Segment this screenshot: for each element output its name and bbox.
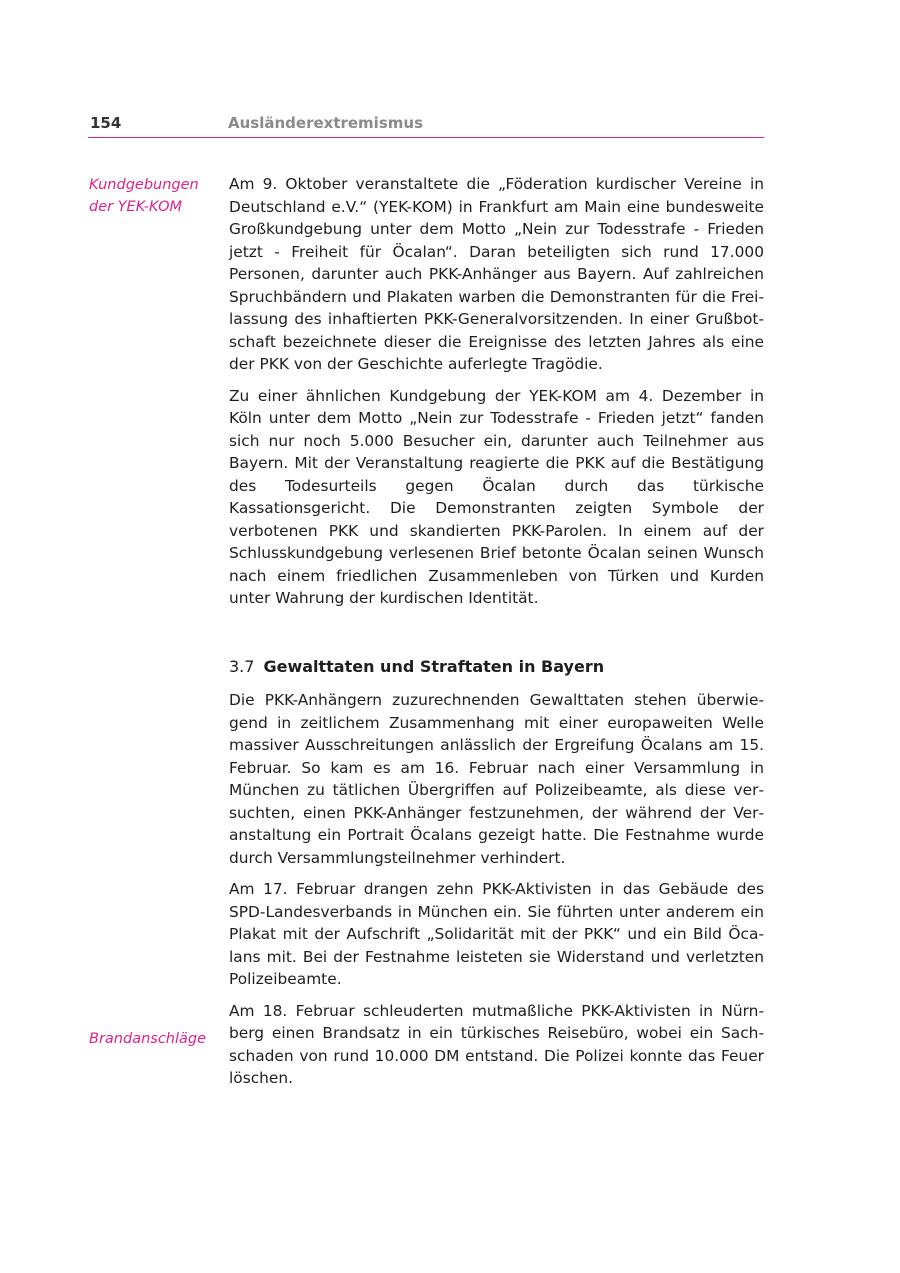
section-number: 3.7: [229, 657, 255, 676]
paragraph: Am 9. Oktober veranstaltete die „Föderation kurdischer Vereine in Deutschland e.V.“ (YEK-KOM) in Frankfurt am Main eine bundesweite Großkundgebung unter dem Motto „Nein zur Todesstrafe - Frieden jetzt - Freiheit für Öcalan“. Daran beteiligten sich rund 17.000 Personen, darunter auch PKK-Anhänger aus Bayern. Auf zahlreichen Spruchbändern und Plakaten warben die Demonstranten für die Freilassung des inhaftierten PKK-Generalvorsitzenden. In einer Grußbotschaft bezeichnete dieser die Ereignisse des letzten Jahres als eine der PKK von der Geschichte auferlegte Tragödie.: [229, 175, 764, 373]
paragraph: Die PKK-Anhängern zuzurechnenden Gewalttaten stehen überwiegend in zeitlichem Zusammenhang mit einer europaweiten Welle massiver Ausschreitungen anlässlich der Ergreifung Öcalans am 15. Februar. So kam es am 16. Februar nach einer Versammlung in München zu tätlichen Übergriffen auf Polizeibeamte, als diese versuchten, einen PKK-Anhänger festzunehmen, der während der Veranstaltung ein Portrait Öcalans gezeigt hatte. Die Festnahme wurde durch Versammlungsteilnehmer verhindert.: [229, 691, 764, 867]
paragraph: Am 17. Februar drangen zehn PKK-Aktivisten in das Gebäude des SPD-Landesverbands in München ein. Sie führten unter anderem ein Plakat mit der Aufschrift „Solidarität mit der PKK“ und ein Bild Öcalans mit. Bei der Festnahme leisteten sie Widerstand und verletzten Polizeibeamte.: [229, 880, 764, 988]
section-gewalttaten: [229, 689, 764, 1099]
margin-note-line: der YEK-KOM: [89, 199, 183, 215]
paragraph: Zu einer ähnlichen Kundgebung der YEK-KOM am 4. Dezember in Köln unter dem Motto „Nein zur Todesstrafe - Frieden jetzt“ fanden sich nur noch 5.000 Besucher ein, darunter auch Teilnehmer aus Bayern. Mit der Veranstaltung reagierte die PKK auf die Bestätigung des Todesurteils gegen Öcalan durch das türkische Kassationsgericht. Die Demonstranten zeigten Symbole der verbotenen PKK und skandierten PKK-Parolen. In einem auf der Schlusskundgebung verlesenen Brief betonte Öcalan seinen Wunsch nach einem friedlichen Zusammenleben von Türken und Kurden unter Wahrung der kurdischen Identität.: [229, 386, 764, 607]
section-title: Gewalttaten und Straftaten in Bayern: [263, 657, 605, 676]
margin-note-line: Kundgebungen: [89, 177, 199, 193]
margin-note-kundgebungen: [89, 174, 209, 218]
page-number: 154: [90, 114, 122, 132]
section-heading: [229, 656, 764, 678]
margin-note-line: Brandanschläge: [89, 1031, 207, 1047]
margin-note-brandanschlaege: [89, 1028, 209, 1050]
running-title: Ausländerextremismus: [228, 114, 423, 132]
section-kundgebungen: [229, 173, 764, 619]
page-header: [88, 113, 764, 138]
paragraph: Am 18. Februar schleuderten mutmaßliche PKK-Aktivisten in Nürnberg einen Brandsatz in ein türkisches Reisebüro, wobei ein Sachschaden von rund 10.000 DM entstand. Die Polizei konnte das Feuer löschen.: [229, 1001, 764, 1087]
